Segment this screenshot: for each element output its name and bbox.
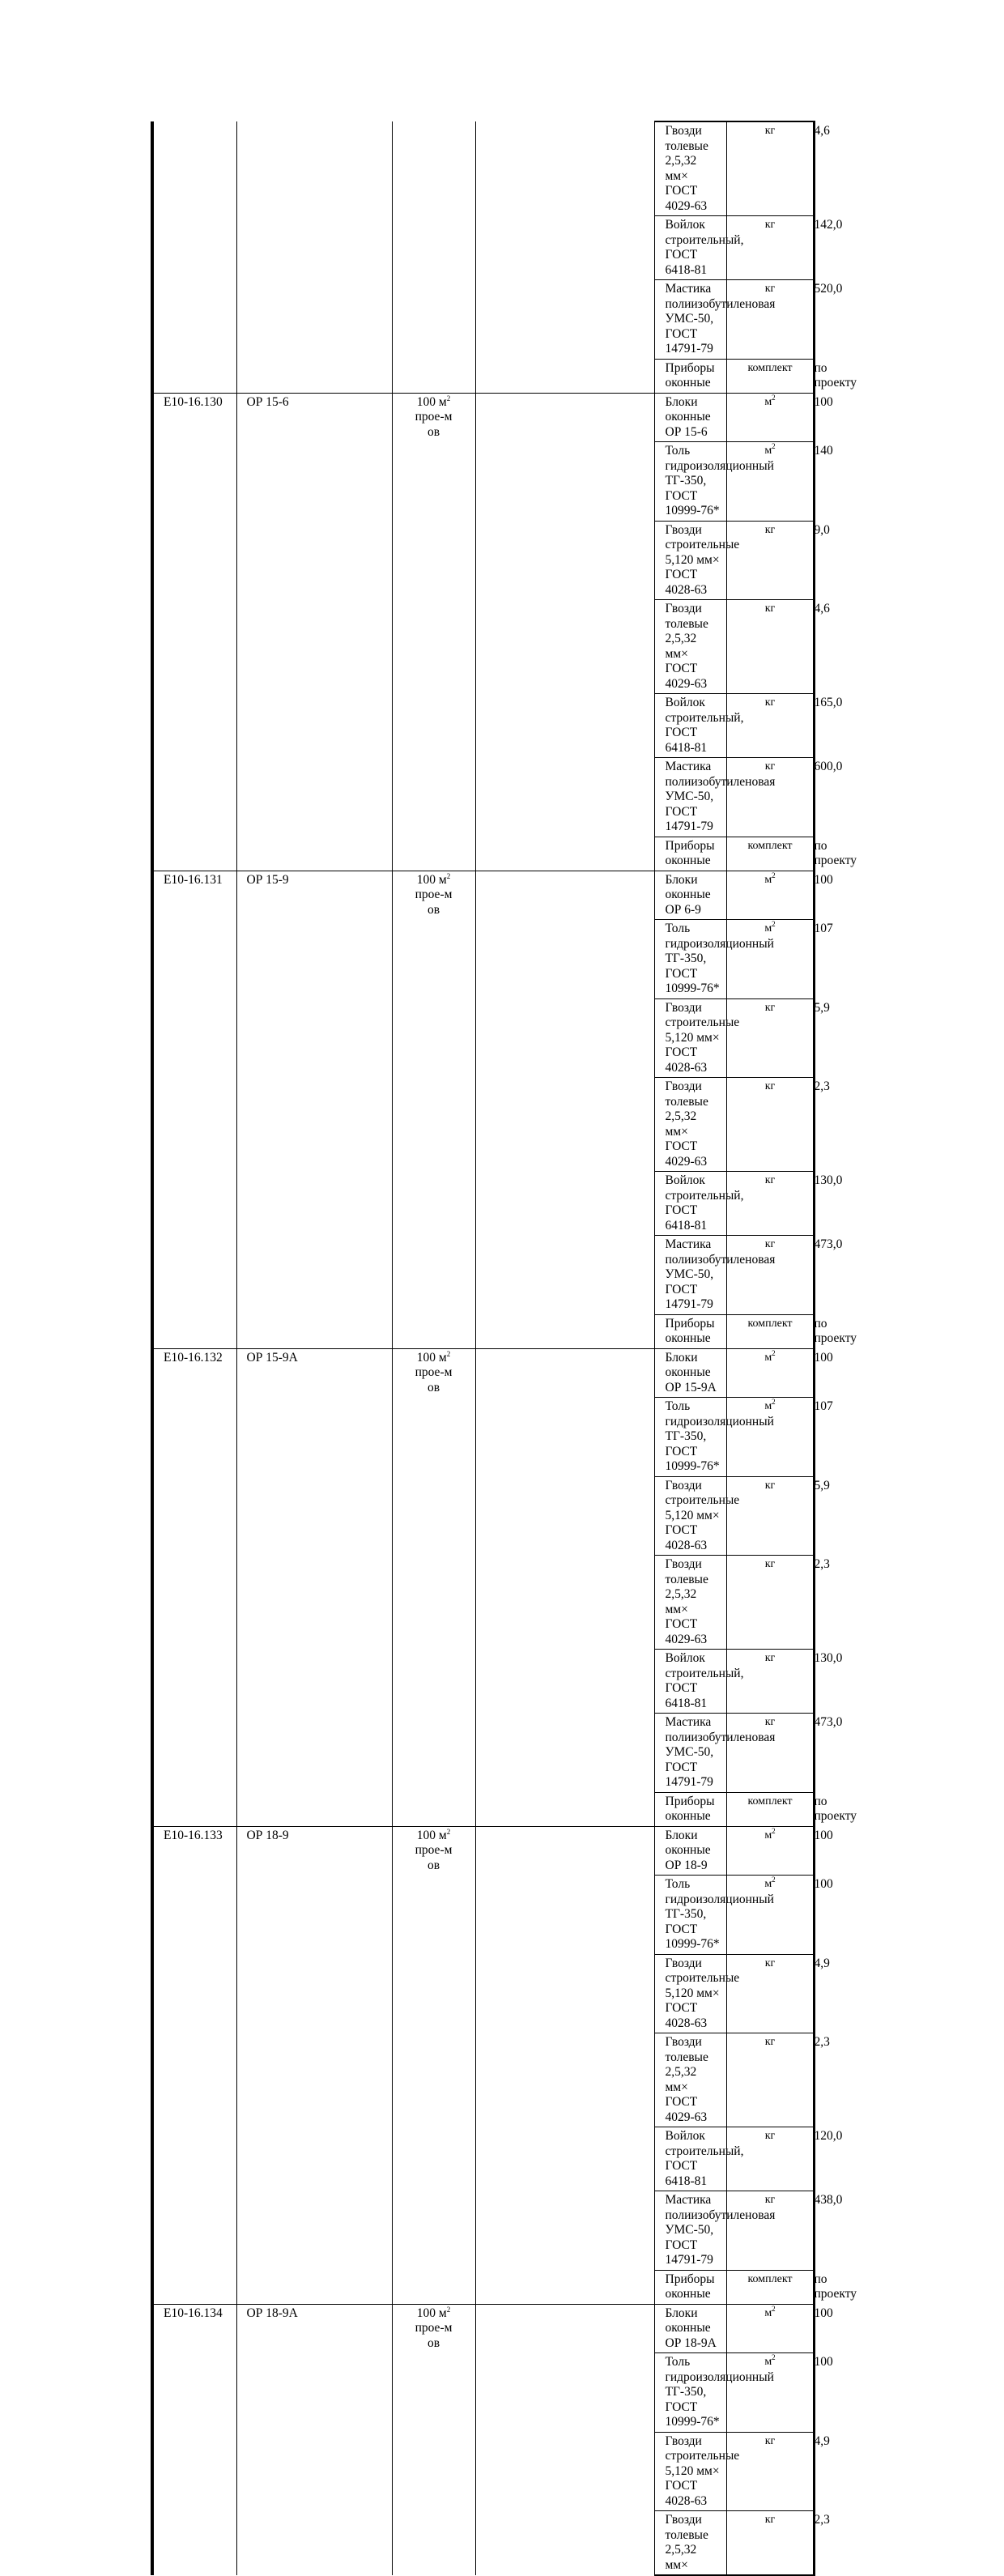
material-name: Гвозди толевые 2,5,32 мм× ГОСТ 4029-63: [654, 121, 726, 216]
material-row: Толь гидроизоляционный ТГ-350, ГОСТ 10999-76* $м^2$ 107: [152, 920, 814, 999]
material-unit: [726, 1172, 814, 1236]
spacer-column: [475, 871, 654, 1348]
material-row: Войлок строительный, ГОСТ 6418-81 кг 130,0: [152, 1650, 814, 1714]
material-name: Приборы оконные: [654, 359, 726, 393]
material-row: Мастика полиизобутиленовая УМС-50, ГОСТ 14791-79 кг 600,0: [152, 758, 814, 837]
material-unit-text: кг: [764, 2434, 776, 2447]
window-block-name: ОР 18-9А: [236, 2304, 392, 2575]
material-name: Толь гидроизоляционный ТГ-350, ГОСТ 10999-76*: [654, 920, 726, 999]
resource-norms-table: [151, 121, 857, 2576]
material-unit: [726, 280, 814, 360]
norm-unit: [392, 121, 475, 393]
norm-unit-value: 100 м: [416, 394, 447, 409]
window-block-name: [236, 121, 392, 393]
material-unit-text: комплект: [747, 361, 793, 374]
material-row: Мастика полиизобутиленовая УМС-50, ГОСТ 14791-79 кг 473,0: [152, 1236, 814, 1315]
norm-unit-exponent: 2: [446, 871, 451, 880]
material-name: Приборы оконные: [654, 2270, 726, 2304]
material-name: Гвозди толевые 2,5,32 мм× ГОСТ 4029-63: [654, 600, 726, 694]
norm-unit: [392, 1348, 475, 1826]
material-unit-exponent: 2: [772, 393, 776, 402]
norm-code: Е10-16.133: [152, 1826, 236, 2304]
material-unit-exponent: 2: [772, 1348, 776, 1357]
material-unit-text: кг: [764, 1080, 776, 1092]
material-unit: [726, 1398, 814, 1477]
material-row: Толь гидроизоляционный ТГ-350, ГОСТ 10999-76* $м^2$ 140: [152, 442, 814, 522]
material-unit-text: м: [764, 445, 772, 457]
spacer-column: [475, 1348, 654, 1826]
material-unit: [726, 393, 814, 442]
material-unit-exponent: 2: [772, 1876, 776, 1884]
material-name: Мастика полиизобутиленовая УМС-50, ГОСТ 14791-79: [654, 1236, 726, 1315]
material-row: Войлок строительный, ГОСТ 6418-81 кг 142,0: [152, 216, 814, 280]
norm-unit-exponent: 2: [446, 1349, 451, 1358]
material-name: Приборы оконные: [654, 1314, 726, 1348]
spacer-column: [475, 2304, 654, 2575]
material-row: Толь гидроизоляционный ТГ-350, ГОСТ 10999-76* $м^2$ 100: [152, 2353, 814, 2433]
norm-unit-openings: прое-мов: [415, 1843, 453, 1872]
material-unit-exponent: 2: [772, 1826, 776, 1835]
material-unit: [726, 1826, 814, 1876]
material-name: Гвозди толевые 2,5,32 мм× ГОСТ 4029-63: [654, 2033, 726, 2127]
window-block-name: ОР 18-9: [236, 1826, 392, 2304]
material-name: Толь гидроизоляционный ТГ-350, ГОСТ 10999-76*: [654, 1398, 726, 1477]
norm-unit-value: 100 м: [416, 1350, 447, 1365]
material-name: Мастика полиизобутиленовая УМС-50, ГОСТ 14791-79: [654, 1714, 726, 1793]
material-unit-text: м: [764, 1829, 772, 1842]
material-unit: [726, 998, 814, 1078]
material-row: Гвозди толевые 2,5,32 мм× ГОСТ 4029-63 кг 2,3: [152, 1078, 814, 1172]
material-row: Войлок строительный, ГОСТ 6418-81 кг 120,0: [152, 2127, 814, 2191]
material-name: Гвозди толевые 2,5,32 мм× ГОСТ 4029-63: [654, 1078, 726, 1172]
material-row: Е10-16.132 ОР 15-9А 100 $м^2$ прое-мов Блоки оконные ОР 15-9А $м^2$ 100: [152, 1348, 814, 1398]
material-row: Гвозди строительные 5,120 мм× ГОСТ 4028-63 кг 5,9: [152, 1476, 814, 1556]
material-name: Мастика полиизобутиленовая УМС-50, ГОСТ 14791-79: [654, 280, 726, 360]
material-row: Е10-16.131 ОР 15-9 100 $м^2$ прое-мов Блоки оконные ОР 6-9 $м^2$ 100: [152, 871, 814, 920]
material-unit: [726, 1348, 814, 1398]
material-unit-exponent: 2: [772, 871, 776, 879]
material-unit: [726, 2127, 814, 2191]
material-row: Мастика полиизобутиленовая УМС-50, ГОСТ 14791-79 кг 438,0: [152, 2191, 814, 2271]
material-row: Гвозди толевые 2,5,32 мм× ГОСТ 4029-63 кг 2,3: [152, 2033, 814, 2127]
material-unit-exponent: 2: [772, 442, 776, 450]
material-unit: [726, 600, 814, 694]
window-block-name: ОР 15-6: [236, 393, 392, 871]
material-unit: [726, 1792, 814, 1826]
norm-unit-openings: прое-мов: [415, 2321, 453, 2350]
material-unit: [726, 1876, 814, 1955]
material-unit: [726, 837, 814, 871]
material-row: Е10-16.133 ОР 18-9 100 $м^2$ прое-мов Блоки оконные ОР 18-9 $м^2$ 100: [152, 1826, 814, 1876]
material-unit: [726, 1078, 814, 1172]
material-unit-text: кг: [764, 760, 776, 773]
material-unit-text: м: [764, 395, 772, 408]
material-unit: [726, 694, 814, 758]
material-row: Мастика полиизобутиленовая УМС-50, ГОСТ 14791-79 кг 520,0: [152, 280, 814, 360]
material-unit-text: кг: [764, 1956, 776, 1969]
material-unit-text: кг: [764, 1174, 776, 1186]
material-row: Толь гидроизоляционный ТГ-350, ГОСТ 10999-76* $м^2$ 107: [152, 1398, 814, 1477]
material-row: Гвозди толевые 2,5,32 мм× ГОСТ 4029-63 кг 4,6: [152, 121, 814, 216]
material-row: Приборы оконные комплект по проекту: [152, 837, 814, 871]
material-unit-exponent: 2: [772, 2353, 776, 2361]
material-row: Войлок строительный, ГОСТ 6418-81 кг 130,0: [152, 1172, 814, 1236]
material-name: Толь гидроизоляционный ТГ-350, ГОСТ 10999-76*: [654, 1876, 726, 1955]
material-name: Блоки оконные ОР 15-6: [654, 393, 726, 442]
material-unit-text: м: [764, 922, 772, 935]
material-unit: [726, 2033, 814, 2127]
material-unit-text: комплект: [747, 1317, 793, 1330]
spacer-column: [475, 121, 654, 393]
material-unit-text: кг: [764, 1716, 776, 1728]
material-unit-text: кг: [764, 1001, 776, 1014]
material-unit: [726, 2304, 814, 2353]
norm-unit-value: 100 м: [416, 2306, 447, 2320]
norm-unit-openings: прое-мов: [415, 888, 453, 917]
norm-unit: [392, 1826, 475, 2304]
material-row: Мастика полиизобутиленовая УМС-50, ГОСТ 14791-79 кг 473,0: [152, 1714, 814, 1793]
material-name: Гвозди строительные 5,120 мм× ГОСТ 4028-63: [654, 521, 726, 600]
material-row: Е10-16.130 ОР 15-6 100 $м^2$ прое-мов Блоки оконные ОР 15-6 $м^2$ 100: [152, 393, 814, 442]
material-name: Войлок строительный, ГОСТ 6418-81: [654, 1172, 726, 1236]
material-name: Гвозди строительные 5,120 мм× ГОСТ 4028-63: [654, 998, 726, 1078]
material-name: Гвозди строительные 5,120 мм× ГОСТ 4028-63: [654, 1476, 726, 1556]
norm-unit-exponent: 2: [446, 1827, 451, 1836]
material-name: Войлок строительный, ГОСТ 6418-81: [654, 1650, 726, 1714]
material-name: Блоки оконные ОР 15-9А: [654, 1348, 726, 1398]
material-unit-exponent: 2: [772, 920, 776, 928]
material-unit-text: кг: [764, 1558, 776, 1570]
material-unit-text: кг: [764, 2194, 776, 2206]
material-unit-text: м: [764, 2306, 772, 2319]
material-unit-text: кг: [764, 1479, 776, 1492]
norm-code: Е10-16.130: [152, 393, 236, 871]
material-row: Гвозди толевые 2,5,32 мм× ГОСТ 4029-63 кг 4,6: [152, 600, 814, 694]
norm-code: Е10-16.131: [152, 871, 236, 1348]
material-name: Мастика полиизобутиленовая УМС-50, ГОСТ 14791-79: [654, 2191, 726, 2271]
material-unit: [726, 1954, 814, 2033]
material-row: Гвозди строительные 5,120 мм× ГОСТ 4028-63 кг 9,0: [152, 521, 814, 600]
material-unit: [726, 2511, 814, 2576]
material-unit-text: м: [764, 1878, 772, 1890]
norm-unit-openings: прое-мов: [415, 1365, 453, 1394]
material-unit-text: комплект: [747, 839, 793, 852]
material-unit: [726, 1236, 814, 1315]
material-unit: [726, 2432, 814, 2511]
norm-unit-value: 100 м: [416, 872, 447, 887]
material-unit-text: кг: [764, 2514, 776, 2526]
material-unit-exponent: 2: [772, 2304, 776, 2313]
material-name: Гвозди строительные 5,120 мм× ГОСТ 4028-63: [654, 2432, 726, 2511]
window-block-name: ОР 15-9: [236, 871, 392, 1348]
material-unit: [726, 216, 814, 280]
material-unit-text: м: [764, 1400, 772, 1412]
norm-unit: [392, 2304, 475, 2575]
material-unit-text: комплект: [747, 1795, 793, 1807]
material-unit: [726, 2270, 814, 2304]
material-row: Гвозди строительные 5,120 мм× ГОСТ 4028-63 кг 4,9: [152, 1954, 814, 2033]
material-unit: [726, 1714, 814, 1793]
material-unit: [726, 920, 814, 999]
material-unit: [726, 2191, 814, 2271]
material-unit-text: м: [764, 1351, 772, 1364]
material-unit-text: кг: [764, 696, 776, 709]
norm-code: Е10-16.132: [152, 1348, 236, 1826]
material-name: Приборы оконные: [654, 1792, 726, 1826]
material-unit-exponent: 2: [772, 1398, 776, 1406]
material-unit: [726, 359, 814, 393]
material-unit: [726, 871, 814, 920]
material-name: Блоки оконные ОР 6-9: [654, 871, 726, 920]
material-name: Блоки оконные ОР 18-9А: [654, 2304, 726, 2353]
material-name: Гвозди строительные 5,120 мм× ГОСТ 4028-63: [654, 1954, 726, 2033]
material-unit: [726, 121, 814, 216]
norm-unit-openings: прое-мов: [415, 410, 453, 439]
material-row: Е10-16.134 ОР 18-9А 100 $м^2$ прое-мов Блоки оконные ОР 18-9А $м^2$ 100: [152, 2304, 814, 2353]
material-row: Толь гидроизоляционный ТГ-350, ГОСТ 10999-76* $м^2$ 100: [152, 1876, 814, 1955]
material-name: Войлок строительный, ГОСТ 6418-81: [654, 2127, 726, 2191]
norm-code: Е10-16.134: [152, 2304, 236, 2575]
material-row: Гвозди толевые 2,5,32 мм× ГОСТ 4029-63 кг 2,3: [152, 1556, 814, 1650]
norm-unit: [392, 871, 475, 1348]
material-row: Приборы оконные комплект по проекту: [152, 1314, 814, 1348]
material-unit: [726, 1476, 814, 1556]
material-name: Толь гидроизоляционный ТГ-350, ГОСТ 10999-76*: [654, 2353, 726, 2433]
material-unit-text: кг: [764, 219, 776, 231]
norm-unit-exponent: 2: [446, 2305, 451, 2314]
material-unit-text: м: [764, 2356, 772, 2368]
norm-unit-value: 100 м: [416, 1828, 447, 1842]
material-unit: [726, 758, 814, 837]
material-unit-text: комплект: [747, 2272, 793, 2285]
norm-code: [152, 121, 236, 393]
material-unit: [726, 1314, 814, 1348]
material-unit: [726, 1556, 814, 1650]
material-unit-text: кг: [764, 2130, 776, 2142]
material-unit: [726, 2353, 814, 2433]
spacer-column: [475, 393, 654, 871]
material-name: Гвозди толевые 2,5,32 мм×: [654, 2511, 726, 2576]
material-name: Приборы оконные: [654, 837, 726, 871]
norm-unit-exponent: 2: [446, 394, 451, 402]
material-unit-text: м: [764, 873, 772, 886]
material-name: Блоки оконные ОР 18-9: [654, 1826, 726, 1876]
material-unit-text: кг: [764, 1238, 776, 1250]
material-unit-text: кг: [764, 602, 776, 615]
material-name: Гвозди толевые 2,5,32 мм× ГОСТ 4029-63: [654, 1556, 726, 1650]
material-unit-text: кг: [764, 125, 776, 137]
window-block-name: ОР 15-9А: [236, 1348, 392, 1826]
material-name: Войлок строительный, ГОСТ 6418-81: [654, 216, 726, 280]
material-unit: [726, 442, 814, 522]
material-unit-text: кг: [764, 283, 776, 295]
material-unit-text: кг: [764, 523, 776, 536]
material-row: Гвозди толевые 2,5,32 мм× кг 2,3: [152, 2511, 814, 2576]
material-unit: [726, 521, 814, 600]
material-row: Приборы оконные комплект по проекту: [152, 2270, 814, 2304]
material-row: Приборы оконные комплект по проекту: [152, 1792, 814, 1826]
material-row: Гвозди строительные 5,120 мм× ГОСТ 4028-63 кг 5,9: [152, 998, 814, 1078]
material-unit-text: кг: [764, 1652, 776, 1664]
material-name: Мастика полиизобутиленовая УМС-50, ГОСТ 14791-79: [654, 758, 726, 837]
material-unit-text: кг: [764, 2036, 776, 2048]
material-row: Приборы оконные комплект по проекту: [152, 359, 814, 393]
norm-unit: [392, 393, 475, 871]
material-unit: [726, 1650, 814, 1714]
material-row: Гвозди строительные 5,120 мм× ГОСТ 4028-63 кг 4,9: [152, 2432, 814, 2511]
spacer-column: [475, 1826, 654, 2304]
material-row: Войлок строительный, ГОСТ 6418-81 кг 165,0: [152, 694, 814, 758]
material-name: Войлок строительный, ГОСТ 6418-81: [654, 694, 726, 758]
material-name: Толь гидроизоляционный ТГ-350, ГОСТ 10999-76*: [654, 442, 726, 522]
